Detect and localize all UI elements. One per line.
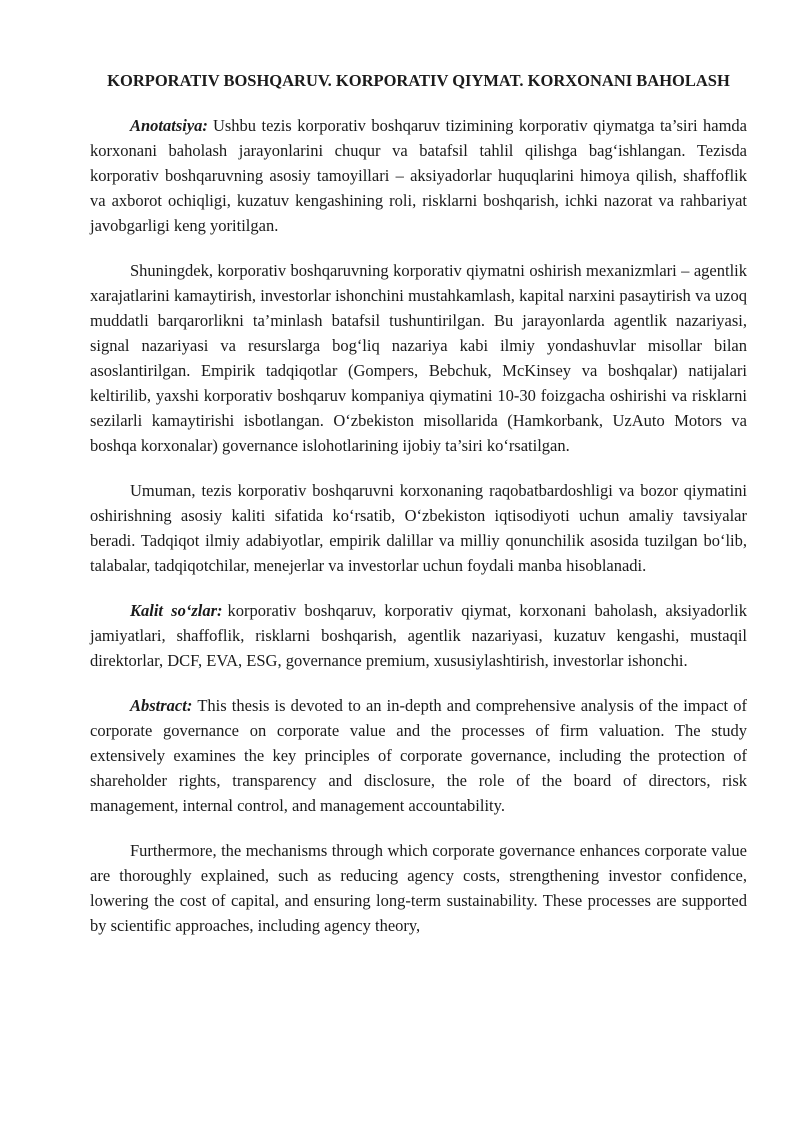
paragraph-lead-anotatsiya: Anotatsiya: [130,116,208,135]
paragraph-anotatsiya [90,113,747,238]
paragraph-furthermore [90,838,747,938]
paragraph-lead-kalit-sozlar: Kalit so‘zlar: [130,601,223,620]
document-title: KORPORATIV BOSHQARUV. KORPORATIV QIYMAT. KORXONANI BAHOLASH [107,71,730,90]
paragraph-text-anotatsiya: Ushbu tezis korporativ boshqaruv tizimining korporativ qiymatga ta’siri hamda korxonani baholash jarayonlarini chuqur va batafsil tahlil qilishga bag‘ishlangan. Tezisda korporativ boshqaruvning asosiy tamoyillari – aksiyadorlar huquqlarini himoya qilish, shaffoflik va axborot ochiqligi, kuzatuv kengashining roli, risklarni boshqarish, ichki nazorat va rahbariyat javobgarligi keng yoritilgan. [90,116,747,235]
paragraph-text-umuman: Umuman, tezis korporativ boshqaruvni korxonaning raqobatbardoshligi va bozor qiymatini oshirishning asosiy kaliti sifatida ko‘rsatib, O‘zbekiston iqtisodiyoti uchun amaliy tavsiyalar beradi. Tadqiqot ilmiy adabiyotlar, empirik dalillar va milliy qonunchilik asosida tuzilgan bo‘lib, talabalar, tadqiqotchilar, menejerlar va investorlar uchun foydali manba hisoblanadi. [90,481,747,575]
paragraph-text-abstract: This thesis is devoted to an in-depth and comprehensive analysis of the impact of corporate governance on corporate value and the processes of firm valuation. The study extensively examines the key principles of corporate governance, including the protection of shareholder rights, transparency and disclosure, the role of the board of directors, risk management, internal control, and management accountability. [90,696,747,815]
paragraph-shuningdek [90,258,747,458]
paragraph-text-shuningdek: Shuningdek, korporativ boshqaruvning korporativ qiymatni oshirish mexanizmlari – agentlik xarajatlarini kamaytirish, investorlar ishonchini mustahkamlash, kapital narxini pasaytirish va uzoq muddatli barqarorlikni ta’minlash batafsil tushuntirilgan. Bu jarayonlarda agentlik nazariyasi, signal nazariyasi va resurslarga bog‘liq nazariya kabi ilmiy yondashuvlar misollar bilan asoslantirilgan. Empirik tadqiqotlar (Gompers, Bebchuk, McKinsey va boshqalar) natijalari keltirilib, yaxshi korporativ boshqaruv kompaniya qiymatini 10-30 foizgacha oshirishi va risklarni sezilarli kamaytirishi isbotlangan. O‘zbekiston misollarida (Hamkorbank, UzAuto Motors va boshqa korxonalar) governance islohotlarining ijobiy ta’siri ko‘rsatilgan. [90,261,747,455]
paragraph-text-furthermore: Furthermore, the mechanisms through which corporate governance enhances corporate value are thoroughly explained, such as reducing agency costs, strengthening investor confidence, lowering the cost of capital, and ensuring long-term sustainability. These processes are supported by scientific approaches, including agency theory, [90,841,747,935]
paragraph-lead-abstract: Abstract: [130,696,193,715]
paragraph-text-kalit-sozlar: korporativ boshqaruv, korporativ qiymat, korxonani baholash, aksiyadorlik jamiyatlari, shaffoflik, risklarni boshqarish, agentlik nazariyasi, kuzatuv kengashi, mustaqil direktorlar, DCF, EVA, ESG, governance premium, xususiylashtirish, investorlar ishonchi. [90,601,747,670]
paragraph-umuman [90,478,747,578]
paragraph-kalit-sozlar [90,598,747,673]
paragraph-abstract [90,693,747,818]
